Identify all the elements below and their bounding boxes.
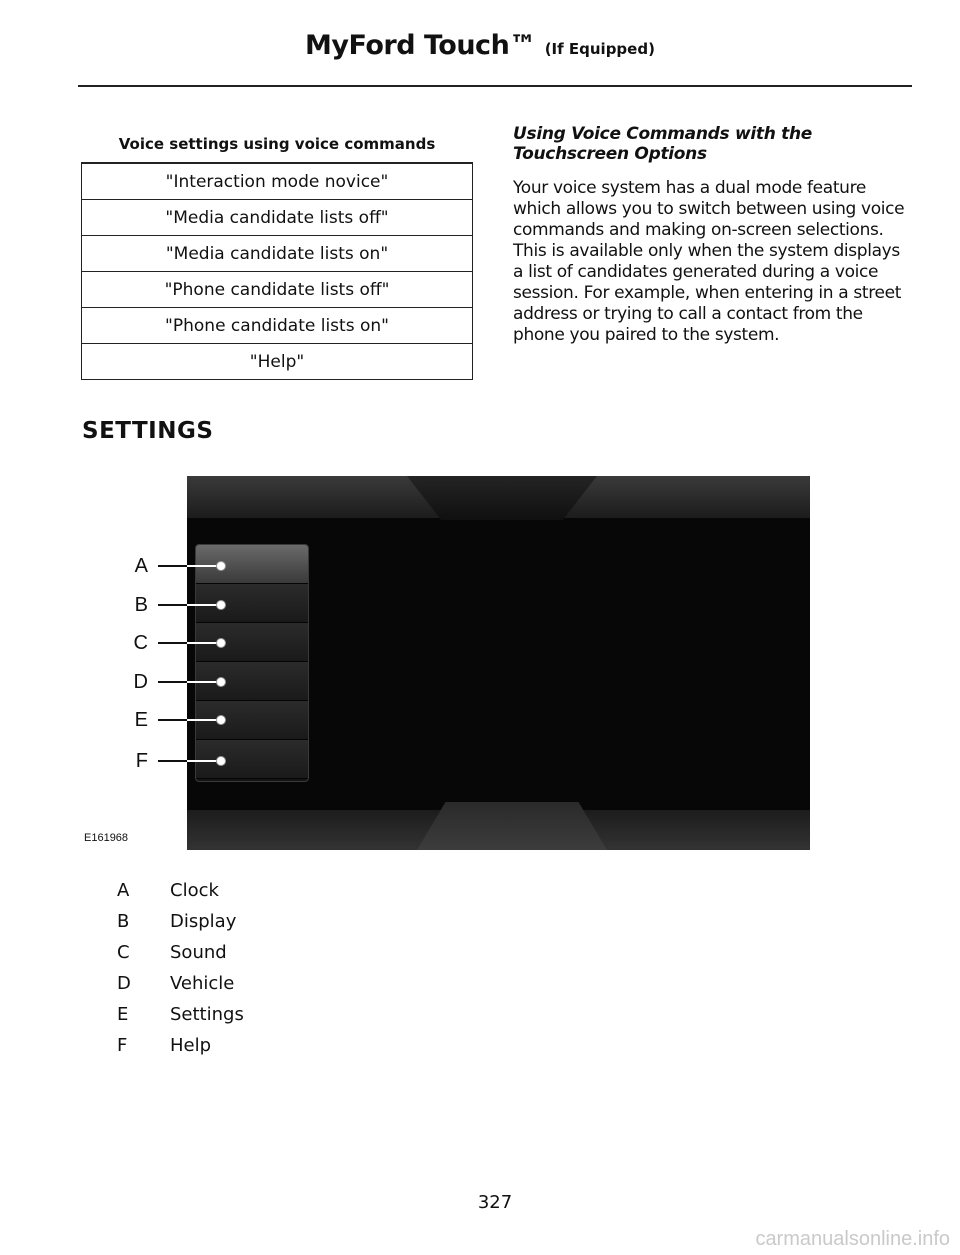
voice-section-body: Your voice system has a dual mode feature which allows you to switch between using voice commands and making on-screen selections. This is available only when the system displays a list of candidates generated during a voice session. For example, when entering in a street address or trying to call a contact from the phone you paired to the system. [513, 178, 905, 345]
touchscreen-image [187, 476, 810, 850]
figure-id: E161968 [84, 832, 129, 844]
legend-label: Sound [170, 942, 227, 963]
table-row: "Phone candidate lists on" [82, 308, 473, 344]
callout-label: E [134, 709, 148, 731]
legend-key: A [117, 880, 130, 901]
page-number: 327 [477, 1192, 513, 1213]
callout-line [158, 565, 187, 567]
header-title: MyFord Touch™ [305, 30, 536, 61]
callout-dot [216, 677, 226, 687]
callout-line [158, 719, 187, 721]
callout-dot [216, 715, 226, 725]
page-header [0, 30, 960, 61]
legend-key: D [117, 973, 131, 994]
legend-key: C [117, 942, 130, 963]
header-divider [78, 85, 912, 87]
voice-settings-table [81, 126, 473, 380]
legend-key: F [117, 1035, 128, 1056]
settings-figure [84, 476, 810, 850]
screen-bottom-notch [417, 802, 607, 850]
table-row: "Phone candidate lists off" [82, 272, 473, 308]
callout-label: C [133, 632, 148, 654]
legend-label: Vehicle [170, 973, 235, 994]
table-row: "Media candidate lists on" [82, 236, 473, 272]
callout-line [158, 604, 187, 606]
table-row: "Media candidate lists off" [82, 200, 473, 236]
callout-dot [216, 600, 226, 610]
callout-line [158, 681, 187, 683]
callout-dot [216, 561, 226, 571]
callout-label: F [135, 750, 148, 772]
legend-label: Display [170, 911, 237, 932]
callout-line [158, 760, 187, 762]
legend-label: Settings [170, 1004, 244, 1025]
legend-key: E [117, 1004, 129, 1025]
table-row: "Help" [82, 344, 473, 380]
header-subtitle: (If Equipped) [544, 40, 655, 58]
callout-label: B [134, 594, 148, 616]
voice-section [513, 124, 913, 346]
legend-label: Clock [170, 880, 219, 901]
callout-label: A [134, 555, 148, 577]
voice-section-heading: Using Voice Commands with the Touchscreen Options [513, 124, 812, 164]
callout-dot [216, 638, 226, 648]
callout-dot [216, 756, 226, 766]
footer-watermark[interactable]: carmanualsonline.info [755, 1228, 950, 1250]
table-row: "Interaction mode novice" [82, 163, 473, 200]
table-heading: Voice settings using voice commands [82, 126, 473, 163]
settings-menu [195, 544, 309, 782]
legend-key: B [117, 911, 130, 932]
legend-label: Help [170, 1035, 212, 1056]
settings-title: SETTINGS [82, 418, 214, 444]
callout-label: D [133, 671, 148, 693]
callout-line [158, 642, 187, 644]
